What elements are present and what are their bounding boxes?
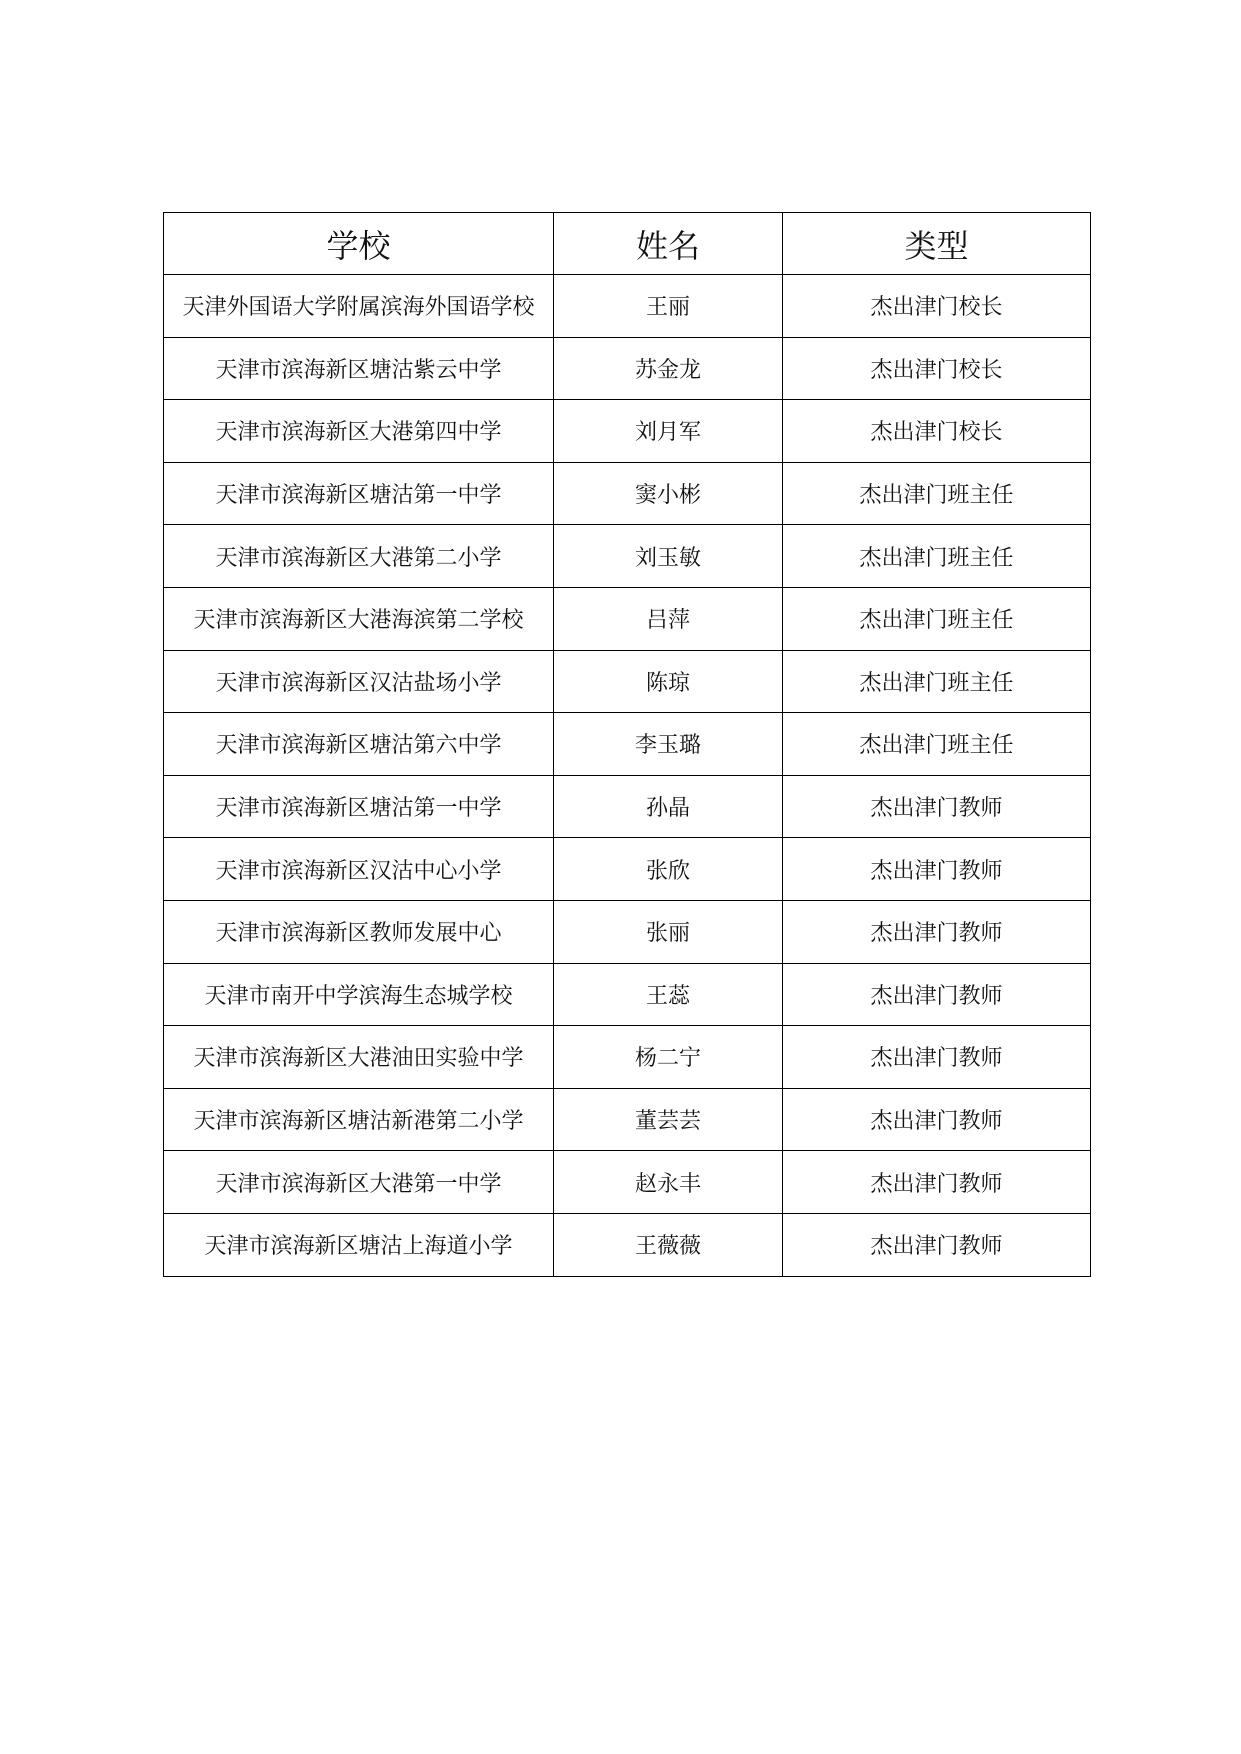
cell-type: 杰出津门校长: [783, 275, 1091, 338]
cell-type: 杰出津门校长: [783, 400, 1091, 463]
cell-name: 赵永丰: [554, 1151, 783, 1214]
cell-name: 董芸芸: [554, 1088, 783, 1151]
cell-name: 苏金龙: [554, 337, 783, 400]
cell-school: 天津市滨海新区塘沽第一中学: [164, 462, 554, 525]
table-row: [164, 900, 1091, 963]
cell-school: 天津市滨海新区塘沽上海道小学: [164, 1213, 554, 1276]
cell-name: 窦小彬: [554, 462, 783, 525]
cell-name: 杨二宁: [554, 1026, 783, 1089]
table-row: [164, 775, 1091, 838]
table-row: [164, 400, 1091, 463]
cell-name: 张欣: [554, 838, 783, 901]
table-row: [164, 1026, 1091, 1089]
cell-type: 杰出津门教师: [783, 838, 1091, 901]
cell-type: 杰出津门教师: [783, 775, 1091, 838]
cell-name: 李玉璐: [554, 713, 783, 776]
cell-name: 张丽: [554, 900, 783, 963]
table-row: [164, 1213, 1091, 1276]
header-school: 学校: [164, 213, 554, 275]
cell-school: 天津市滨海新区汉沽中心小学: [164, 838, 554, 901]
cell-name: 王薇薇: [554, 1213, 783, 1276]
cell-school: 天津市滨海新区教师发展中心: [164, 900, 554, 963]
award-roster-table: [163, 212, 1091, 1277]
cell-type: 杰出津门教师: [783, 1213, 1091, 1276]
cell-name: 刘月军: [554, 400, 783, 463]
cell-school: 天津市滨海新区塘沽新港第二小学: [164, 1088, 554, 1151]
cell-type: 杰出津门班主任: [783, 713, 1091, 776]
cell-type: 杰出津门校长: [783, 337, 1091, 400]
table-row: [164, 525, 1091, 588]
table-row: [164, 713, 1091, 776]
cell-school: 天津外国语大学附属滨海外国语学校: [164, 275, 554, 338]
cell-school: 天津市滨海新区塘沽第一中学: [164, 775, 554, 838]
cell-school: 天津市滨海新区汉沽盐场小学: [164, 650, 554, 713]
cell-name: 吕萍: [554, 587, 783, 650]
cell-type: 杰出津门教师: [783, 963, 1091, 1026]
cell-type: 杰出津门教师: [783, 900, 1091, 963]
table-row: [164, 462, 1091, 525]
table-header-row: [164, 213, 1091, 275]
cell-school: 天津市南开中学滨海生态城学校: [164, 963, 554, 1026]
table-row: [164, 838, 1091, 901]
cell-type: 杰出津门班主任: [783, 587, 1091, 650]
cell-name: 刘玉敏: [554, 525, 783, 588]
table-row: [164, 650, 1091, 713]
table-row: [164, 587, 1091, 650]
cell-school: 天津市滨海新区塘沽第六中学: [164, 713, 554, 776]
table-row: [164, 963, 1091, 1026]
cell-type: 杰出津门教师: [783, 1026, 1091, 1089]
cell-name: 孙晶: [554, 775, 783, 838]
cell-type: 杰出津门教师: [783, 1088, 1091, 1151]
table-row: [164, 1151, 1091, 1214]
table-row: [164, 275, 1091, 338]
header-type: 类型: [783, 213, 1091, 275]
cell-school: 天津市滨海新区大港油田实验中学: [164, 1026, 554, 1089]
cell-school: 天津市滨海新区大港第一中学: [164, 1151, 554, 1214]
cell-name: 陈琼: [554, 650, 783, 713]
cell-name: 王蕊: [554, 963, 783, 1026]
header-name: 姓名: [554, 213, 783, 275]
table-row: [164, 337, 1091, 400]
cell-type: 杰出津门班主任: [783, 462, 1091, 525]
cell-school: 天津市滨海新区塘沽紫云中学: [164, 337, 554, 400]
cell-school: 天津市滨海新区大港海滨第二学校: [164, 587, 554, 650]
cell-type: 杰出津门班主任: [783, 525, 1091, 588]
cell-name: 王丽: [554, 275, 783, 338]
cell-school: 天津市滨海新区大港第四中学: [164, 400, 554, 463]
table-row: [164, 1088, 1091, 1151]
cell-school: 天津市滨海新区大港第二小学: [164, 525, 554, 588]
cell-type: 杰出津门教师: [783, 1151, 1091, 1214]
cell-type: 杰出津门班主任: [783, 650, 1091, 713]
